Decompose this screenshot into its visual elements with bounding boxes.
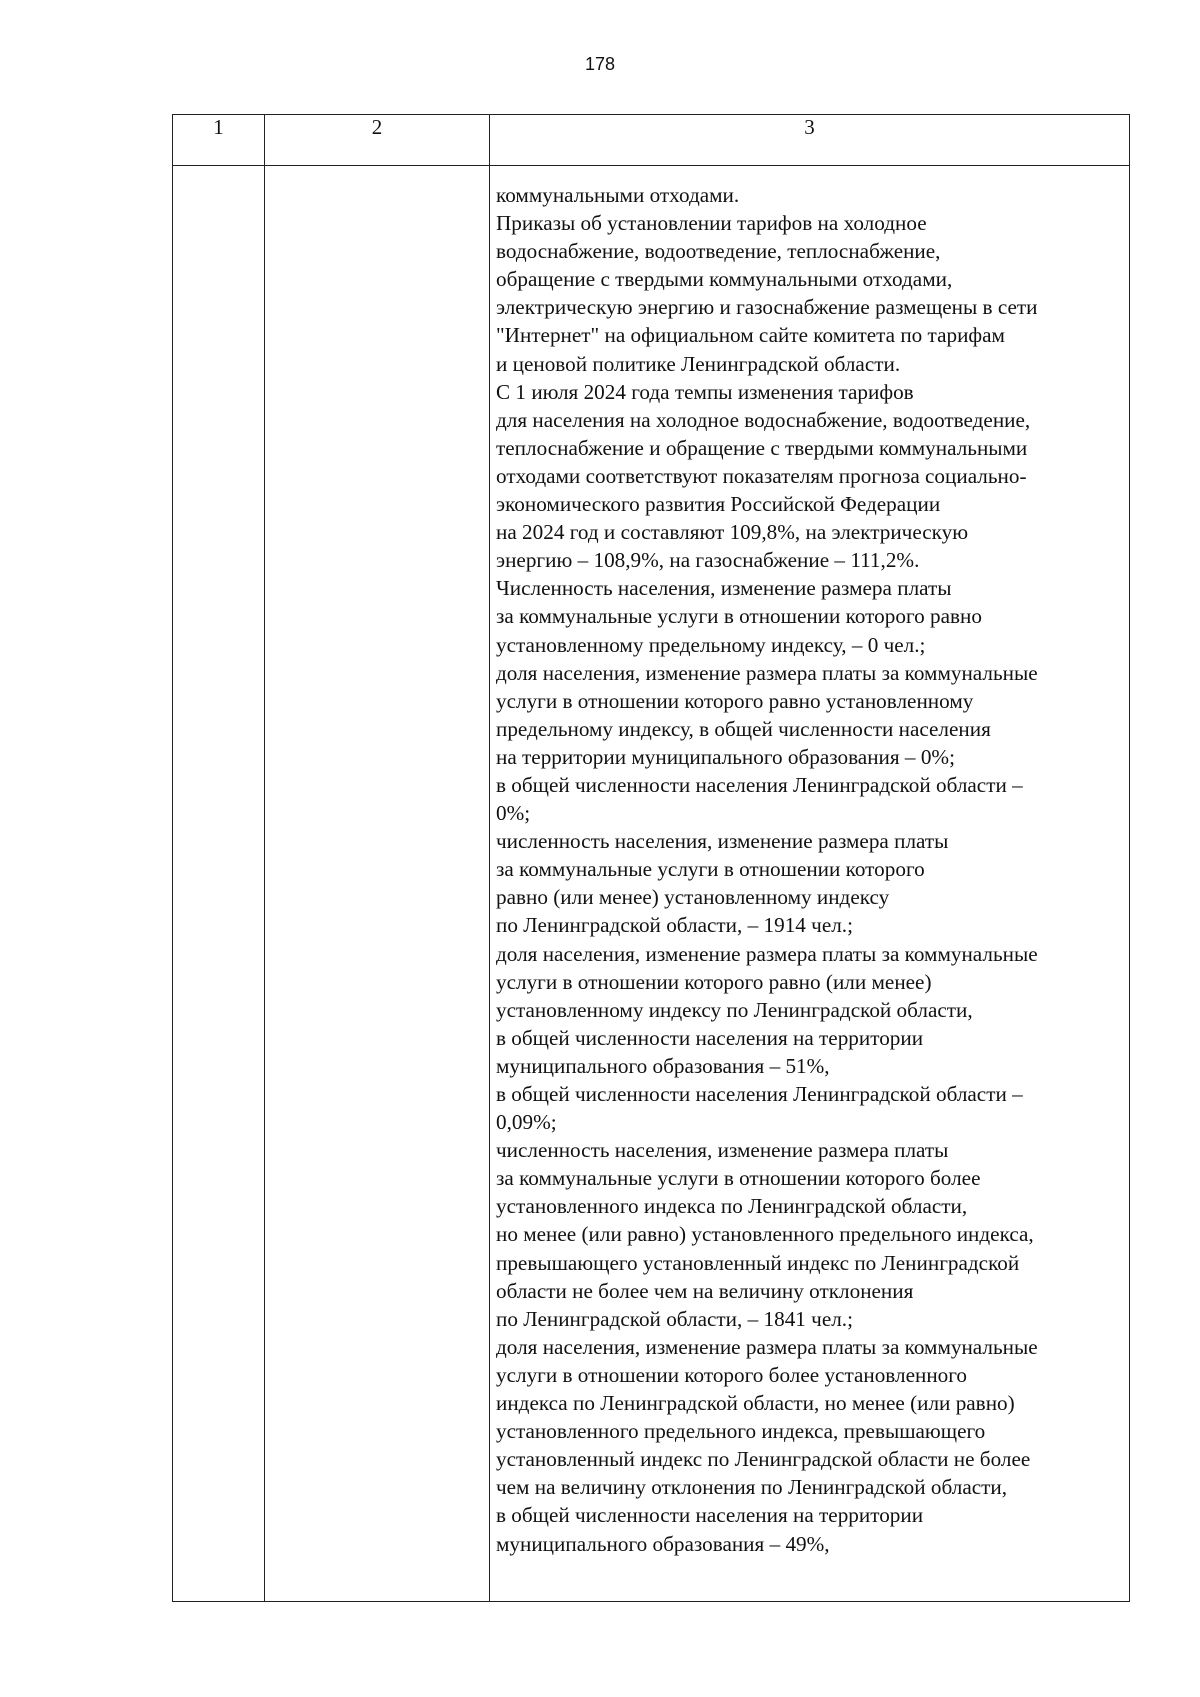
table-header-row: [173, 115, 1130, 166]
text-line: за коммунальные услуги в отношении которого более: [496, 1166, 981, 1191]
column3-text: [490, 166, 1129, 1558]
text-line: в общей численности населения на территории: [496, 1503, 924, 1528]
text-line: обращение с твердыми коммунальными отходами,: [496, 267, 953, 292]
text-line: установленного предельного индекса, превышающего: [496, 1419, 986, 1444]
text-line: услуги в отношении которого более установленного: [496, 1362, 968, 1387]
text-line: Приказы об установлении тарифов на холодное: [496, 211, 927, 236]
text-line: электрическую энергию и газоснабжение размещены в сети: [496, 295, 1038, 320]
header-cell-2: 2: [265, 115, 490, 166]
text-line: на территории муниципального образования – 0%;: [496, 744, 955, 769]
text-line: превышающего установленный индекс по Ленинградской: [496, 1250, 1020, 1275]
header-cell-3: 3: [490, 115, 1130, 166]
text-line: услуги в отношении которого равно (или менее): [496, 969, 932, 994]
text-line: 0,09%;: [496, 1110, 557, 1135]
text-line: области не более чем на величину отклонения: [496, 1278, 914, 1303]
text-line: установленного индекса по Ленинградской области,: [496, 1194, 968, 1219]
table-row: [173, 166, 1130, 1602]
text-line: теплоснабжение и обращение с твердыми коммунальными: [496, 435, 1028, 460]
text-line: установленному индексу по Ленинградской области,: [496, 997, 973, 1022]
text-line: Численность населения, изменение размера платы: [496, 576, 952, 601]
text-line: за коммунальные услуги в отношении которого: [496, 857, 925, 882]
text-line: индекса по Ленинградской области, но менее (или равно): [496, 1391, 1015, 1416]
text-line: на 2024 год и составляют 109,8%, на электрическую: [496, 520, 969, 545]
text-line: по Ленинградской области, – 1914 чел.;: [496, 913, 853, 938]
text-line: муниципального образования – 51%,: [496, 1053, 830, 1078]
text-line: "Интернет" на официальном сайте комитета по тарифам: [496, 323, 1005, 348]
text-line: услуги в отношении которого равно установленному: [496, 688, 974, 713]
text-line: коммунальными отходами.: [496, 183, 740, 207]
page-number: 178: [584, 54, 616, 74]
text-line: С 1 июля 2024 года темпы изменения тарифов: [496, 379, 914, 404]
text-line: в общей численности населения на территории: [496, 1025, 924, 1050]
text-line: доля населения, изменение размера платы за коммунальные: [496, 1334, 1038, 1359]
text-line: но менее (или равно) установленного предельного индекса,: [496, 1222, 1034, 1247]
text-line: энергию – 108,9%, на газоснабжение – 111,2%.: [496, 548, 920, 573]
text-line: по Ленинградской области, – 1841 чел.;: [496, 1306, 853, 1331]
body-cell-3: [490, 166, 1130, 1602]
text-line: водоснабжение, водоотведение, теплоснабжение,: [496, 239, 941, 264]
text-line: за коммунальные услуги в отношении которого равно: [496, 604, 982, 629]
text-line: предельному индексу, в общей численности населения: [496, 716, 991, 741]
text-line: установленный индекс по Ленинградской области не более: [496, 1447, 1031, 1472]
body-cell-1: [173, 166, 265, 1602]
text-line: чем на величину отклонения по Ленинградской области,: [496, 1475, 1008, 1500]
text-line: равно (или менее) установленному индексу: [496, 885, 890, 910]
text-line: численность населения, изменение размера платы: [496, 1138, 949, 1163]
text-line: численность населения, изменение размера платы: [496, 829, 949, 854]
text-line: установленному предельному индексу, – 0 чел.;: [496, 632, 926, 657]
text-line: отходами соответствуют показателям прогноза социально-: [496, 463, 1027, 488]
text-line: для населения на холодное водоснабжение, водоотведение,: [496, 407, 1031, 432]
body-cell-2: [265, 166, 490, 1602]
text-line: в общей численности населения Ленинградской области –: [496, 772, 1023, 797]
header-cell-1: 1: [173, 115, 265, 166]
document-table: [172, 114, 1130, 1602]
text-line: доля населения, изменение размера платы за коммунальные: [496, 660, 1038, 685]
text-line: в общей численности населения Ленинградской области –: [496, 1082, 1023, 1106]
text-line: 0%;: [496, 801, 531, 826]
text-line: и ценовой политике Ленинградской области.: [496, 351, 901, 376]
text-line: доля населения, изменение размера платы за коммунальные: [496, 941, 1038, 966]
text-line: экономического развития Российской Федерации: [496, 492, 941, 517]
text-line: муниципального образования – 49%,: [496, 1531, 830, 1556]
